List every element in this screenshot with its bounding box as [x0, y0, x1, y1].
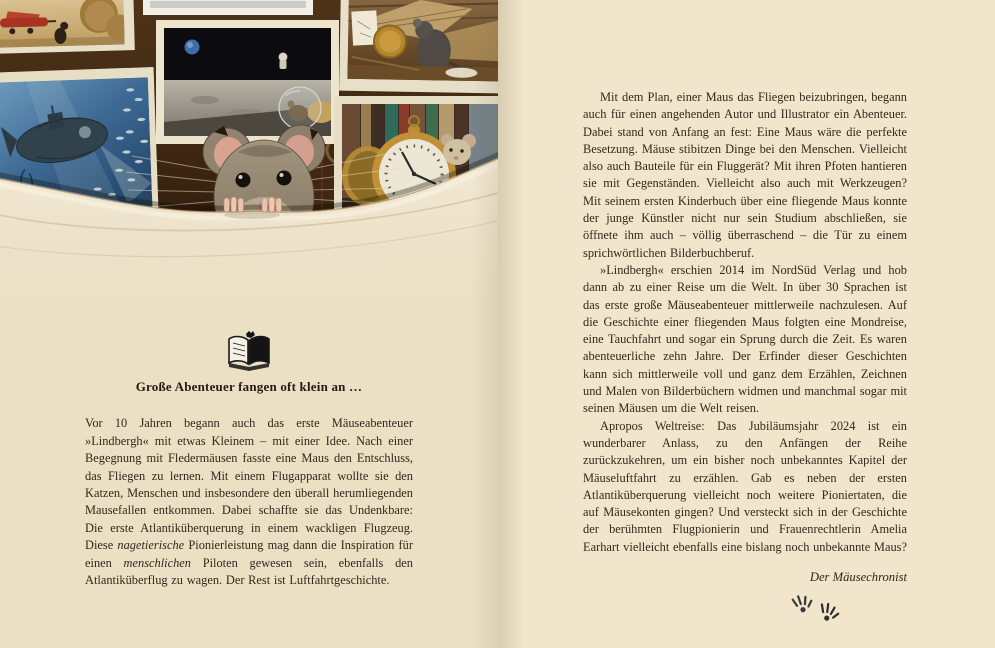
author-signature: Der Mäusechronist [809, 570, 907, 585]
cut-off-frame [143, 0, 313, 15]
moon-landing-picture [156, 20, 339, 144]
paragraph-segment: Pionierleistung mag dann die Inspiration für einen [85, 538, 413, 570]
safari-airplane-picture [0, 0, 135, 54]
paragraph-segment: Vor 10 Jahren begann auch das erste Mäuseabenteuer »Lindbergh« mit etwas Kleinem – mit einer Idee. Nach einer Begegnung mit Fledermäusen fasste eine Maus den Entschluss, das Fliegen zu lernen. Mit einem Flugapparat wollte sie den Katzen, Menschen und insbesondere den überall herumliegenden Mausefallen entkommen. Dabei schaffte sie das Undenkbare: Die erste Atlantiküberquerung in einem wackligen Flugzeug. Diese [85, 416, 413, 553]
right-page-text [498, 0, 995, 628]
right-paragraph-1: Mit dem Plan, einer Maus das Fliegen beizubringen, begann auch für einen angehenden Autor und Illustrator ein Abenteuer. Dabei stand von Anfang an fest: Eine Maus wäre die perfekte Besetzung. Mäuse stibitzen Dinge bei den Menschen. Vielleicht also auch Bauteile für ein Fluggerät? Mit ihren Pfoten hantieren sie mit Gegenständen. Vielleicht also auch mit Werkzeugen? Mit seinem ersten Kinderbuch über eine fliegende Maus konnte der junge Künstler nicht nur sein Studium abschließen, sie öffnete ihm auch – völlig überraschend – die Tür zu einem sprichwörtlichen Bilderbuchberuf. [583, 90, 907, 260]
right-paragraph-2: »Lindbergh« erschien 2014 im NordSüd Verlag und hob dann ab zu einer Reise um die Welt. In über 30 Sprachen ist das erste große Mäuseabenteuer mittlerweile nachzulesen. Auf die Geschichte einer fliegenden Maus folgten eine Mondreise, eine Tauchfahrt und sogar ein Sprung durch die Zeit. Es waren abenteuerliche zehn Jahre. Der Erfinder dieser Geschichten kann sich mittlerweile voll und ganz dem Erzählen, Zeichnen und Malen von Bilderbüchern widmen und manchmal sogar mit seinen Mäusen um die Welt reisen. [583, 262, 907, 416]
italic-word: menschlichen [123, 555, 191, 570]
illustration-mouse-gallery [0, 0, 498, 300]
paragraph-segment: Piloten gewesen sein, ebenfalls den Atlantiküberflug zu wagen. Der Rest ist Luftfahrtgeschichte. [85, 555, 413, 588]
left-page-paragraph [85, 415, 413, 589]
mouse-paw-prints-icon [583, 593, 841, 628]
inventor-workshop-picture [339, 0, 498, 94]
open-book-with-mouse-icon [0, 331, 498, 376]
right-page [498, 0, 995, 648]
right-paragraph-3: Apropos Weltreise: Das Jubiläumsjahr 2024 ist ein wunderbarer Anlass, zu den Anfängen der Reihe zurückzukehren, um ein bisher noch unbekanntes Kapitel der Mäuseluftfahrt zu erzählen. Gab es neben der ersten Atlantiküberquerung vielleicht noch weitere Pioniertaten, die auf Mäusekonten gingen? Und versteckt sich in der Geschichte der berühmten Flugpionierin und Frauenrechtlerin Amelia Earhart vielleicht ebenfalls eine bislang noch unbekannte Maus? [583, 418, 907, 554]
italic-word: nagetierische [117, 538, 185, 553]
left-page-heading: Große Abenteuer fangen oft klein an … [135, 379, 363, 394]
